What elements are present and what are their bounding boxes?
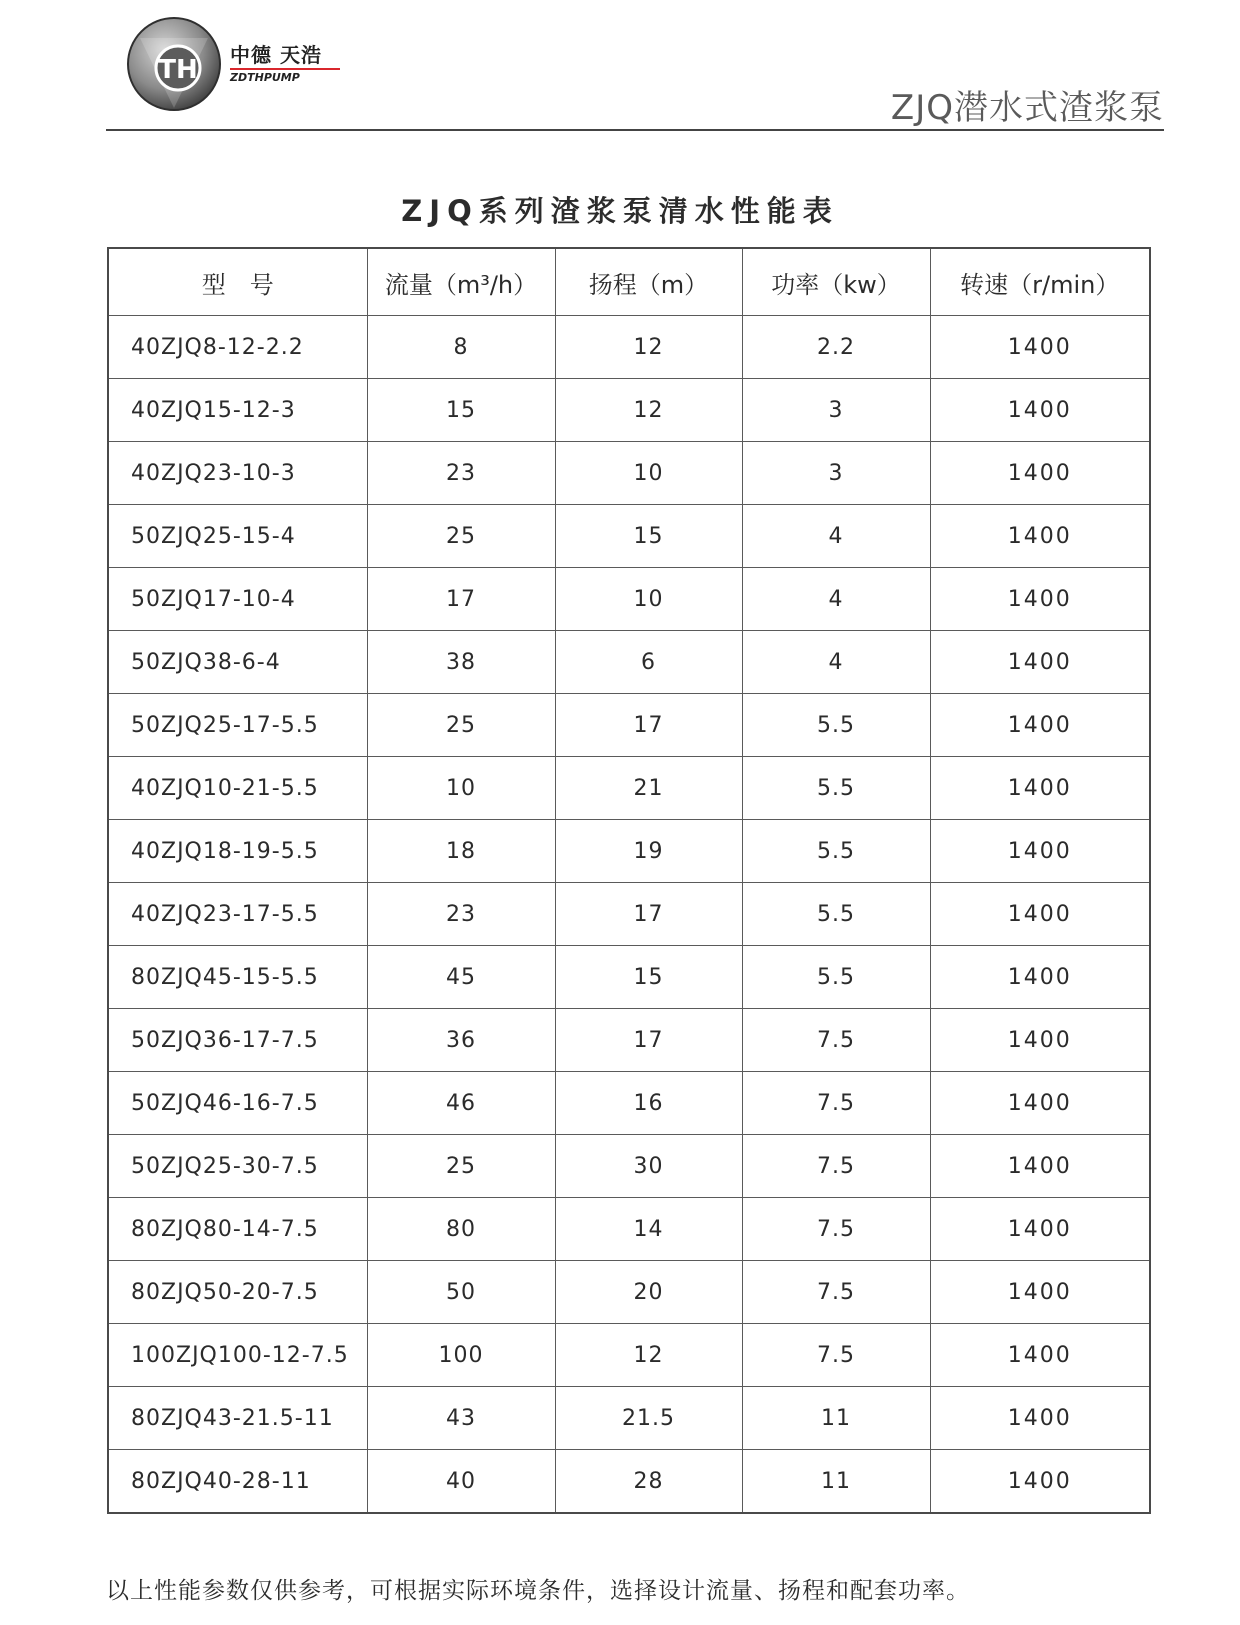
- cell-speed: 1400: [930, 1261, 1150, 1324]
- table-row: [108, 1324, 1150, 1387]
- cell-flow: 17: [367, 568, 555, 631]
- page-header: [0, 0, 1240, 140]
- cell-flow: 25: [367, 1135, 555, 1198]
- cell-head: 15: [555, 946, 742, 1009]
- table-row: [108, 1135, 1150, 1198]
- zdth-logo-icon: [126, 16, 222, 112]
- cell-model: 80ZJQ40-28-11: [108, 1450, 367, 1514]
- cell-head: 17: [555, 883, 742, 946]
- cell-power: 5.5: [742, 883, 930, 946]
- cell-power: 5.5: [742, 946, 930, 1009]
- table-title: ZJQ系列渣浆泵清水性能表: [401, 194, 839, 228]
- table-row: [108, 1198, 1150, 1261]
- cell-speed: 1400: [930, 820, 1150, 883]
- cell-power: 7.5: [742, 1009, 930, 1072]
- cell-model: 40ZJQ18-19-5.5: [108, 820, 367, 883]
- cell-model: 50ZJQ17-10-4: [108, 568, 367, 631]
- cell-power: 4: [742, 631, 930, 694]
- cell-head: 12: [555, 1324, 742, 1387]
- cell-flow: 36: [367, 1009, 555, 1072]
- cell-flow: 23: [367, 442, 555, 505]
- cell-model: 50ZJQ38-6-4: [108, 631, 367, 694]
- table-row: [108, 379, 1150, 442]
- cell-head: 17: [555, 1009, 742, 1072]
- cell-model: 40ZJQ23-10-3: [108, 442, 367, 505]
- cell-power: 2.2: [742, 316, 930, 379]
- cell-power: 5.5: [742, 694, 930, 757]
- cell-head: 15: [555, 505, 742, 568]
- cell-speed: 1400: [930, 442, 1150, 505]
- brand-name-en: ZDTHPUMP: [230, 68, 340, 84]
- svg-text:TH: TH: [158, 55, 198, 85]
- table-row: [108, 883, 1150, 946]
- cell-model: 100ZJQ100-12-7.5: [108, 1324, 367, 1387]
- cell-model: 50ZJQ25-30-7.5: [108, 1135, 367, 1198]
- cell-power: 3: [742, 379, 930, 442]
- cell-speed: 1400: [930, 1135, 1150, 1198]
- cell-power: 5.5: [742, 757, 930, 820]
- table-row: [108, 505, 1150, 568]
- cell-flow: 80: [367, 1198, 555, 1261]
- cell-model: 40ZJQ8-12-2.2: [108, 316, 367, 379]
- cell-flow: 50: [367, 1261, 555, 1324]
- cell-head: 30: [555, 1135, 742, 1198]
- cell-power: 7.5: [742, 1261, 930, 1324]
- cell-speed: 1400: [930, 1450, 1150, 1514]
- cell-speed: 1400: [930, 1009, 1150, 1072]
- cell-speed: 1400: [930, 631, 1150, 694]
- cell-flow: 23: [367, 883, 555, 946]
- cell-head: 6: [555, 631, 742, 694]
- cell-power: 7.5: [742, 1135, 930, 1198]
- cell-speed: 1400: [930, 1387, 1150, 1450]
- cell-model: 80ZJQ80-14-7.5: [108, 1198, 367, 1261]
- cell-flow: 100: [367, 1324, 555, 1387]
- document-title: ZJQ潜水式渣浆泵: [890, 88, 1164, 128]
- cell-head: 21: [555, 757, 742, 820]
- table-row: [108, 568, 1150, 631]
- cell-speed: 1400: [930, 1072, 1150, 1135]
- header-speed: 转速（r/min）: [930, 248, 1150, 316]
- cell-speed: 1400: [930, 379, 1150, 442]
- cell-model: 80ZJQ45-15-5.5: [108, 946, 367, 1009]
- cell-head: 14: [555, 1198, 742, 1261]
- table-row: [108, 631, 1150, 694]
- cell-power: 7.5: [742, 1324, 930, 1387]
- cell-flow: 18: [367, 820, 555, 883]
- table-row: [108, 946, 1150, 1009]
- table-row: [108, 442, 1150, 505]
- cell-power: 11: [742, 1450, 930, 1514]
- brand-logo-text: [230, 44, 340, 84]
- header-power: 功率（kw）: [742, 248, 930, 316]
- footnote: 以上性能参数仅供参考，可根据实际环境条件，选择设计流量、扬程和配套功率。: [106, 1578, 970, 1604]
- cell-model: 50ZJQ25-15-4: [108, 505, 367, 568]
- cell-head: 28: [555, 1450, 742, 1514]
- cell-model: 80ZJQ50-20-7.5: [108, 1261, 367, 1324]
- cell-speed: 1400: [930, 1198, 1150, 1261]
- header-flow: 流量（m³/h）: [367, 248, 555, 316]
- cell-speed: 1400: [930, 883, 1150, 946]
- cell-model: 80ZJQ43-21.5-11: [108, 1387, 367, 1450]
- cell-head: 21.5: [555, 1387, 742, 1450]
- cell-flow: 25: [367, 694, 555, 757]
- cell-flow: 40: [367, 1450, 555, 1514]
- cell-model: 50ZJQ46-16-7.5: [108, 1072, 367, 1135]
- cell-power: 4: [742, 568, 930, 631]
- cell-flow: 15: [367, 379, 555, 442]
- header-head: 扬程（m）: [555, 248, 742, 316]
- table-row: [108, 316, 1150, 379]
- cell-speed: 1400: [930, 568, 1150, 631]
- cell-head: 20: [555, 1261, 742, 1324]
- cell-power: 7.5: [742, 1072, 930, 1135]
- cell-model: 40ZJQ10-21-5.5: [108, 757, 367, 820]
- table-row: [108, 1450, 1150, 1514]
- cell-speed: 1400: [930, 1324, 1150, 1387]
- cell-flow: 43: [367, 1387, 555, 1450]
- brand-name-cn: 中德 天浩: [230, 43, 322, 67]
- cell-head: 19: [555, 820, 742, 883]
- table-header-row: [108, 248, 1150, 316]
- table-body: [108, 316, 1150, 1514]
- cell-head: 17: [555, 694, 742, 757]
- cell-flow: 10: [367, 757, 555, 820]
- cell-flow: 25: [367, 505, 555, 568]
- cell-model: 50ZJQ25-17-5.5: [108, 694, 367, 757]
- cell-flow: 38: [367, 631, 555, 694]
- cell-speed: 1400: [930, 694, 1150, 757]
- cell-model: 40ZJQ15-12-3: [108, 379, 367, 442]
- cell-head: 12: [555, 379, 742, 442]
- cell-head: 10: [555, 568, 742, 631]
- cell-power: 5.5: [742, 820, 930, 883]
- table-row: [108, 1387, 1150, 1450]
- cell-flow: 46: [367, 1072, 555, 1135]
- table-row: [108, 694, 1150, 757]
- cell-speed: 1400: [930, 946, 1150, 1009]
- cell-flow: 8: [367, 316, 555, 379]
- cell-head: 12: [555, 316, 742, 379]
- cell-power: 11: [742, 1387, 930, 1450]
- table-row: [108, 1261, 1150, 1324]
- cell-head: 10: [555, 442, 742, 505]
- table-row: [108, 820, 1150, 883]
- cell-power: 7.5: [742, 1198, 930, 1261]
- cell-power: 4: [742, 505, 930, 568]
- cell-model: 50ZJQ36-17-7.5: [108, 1009, 367, 1072]
- cell-head: 16: [555, 1072, 742, 1135]
- cell-flow: 45: [367, 946, 555, 1009]
- cell-model: 40ZJQ23-17-5.5: [108, 883, 367, 946]
- cell-speed: 1400: [930, 757, 1150, 820]
- table-row: [108, 1072, 1150, 1135]
- header-model: 型 号: [108, 248, 367, 316]
- performance-table: [107, 247, 1151, 1514]
- cell-power: 3: [742, 442, 930, 505]
- table-row: [108, 1009, 1150, 1072]
- header-divider: [106, 129, 1164, 131]
- cell-speed: 1400: [930, 316, 1150, 379]
- table-row: [108, 757, 1150, 820]
- cell-speed: 1400: [930, 505, 1150, 568]
